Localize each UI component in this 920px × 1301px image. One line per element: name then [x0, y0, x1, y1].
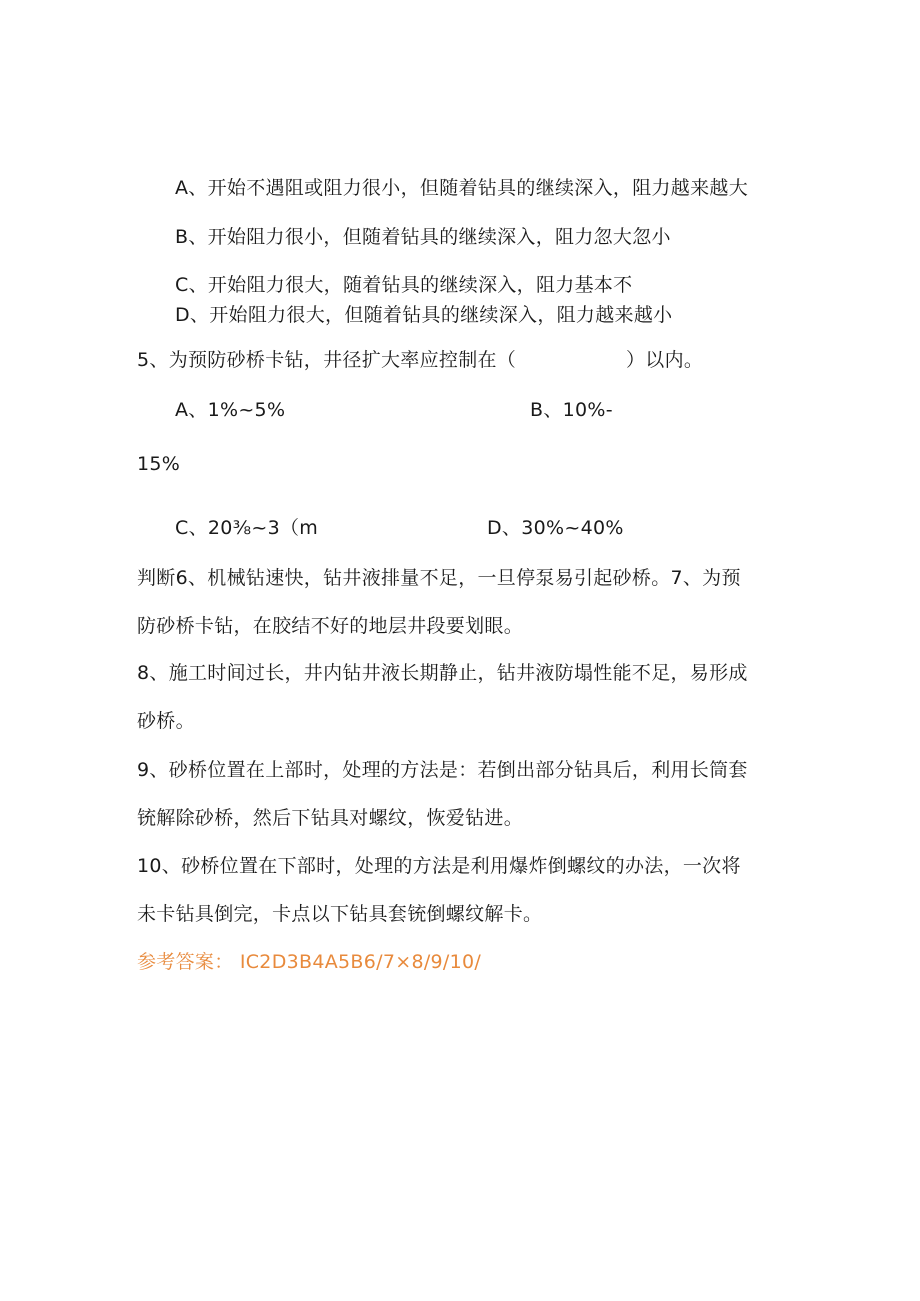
- q5-stem-right: ）以内。: [626, 349, 704, 371]
- q5-stem-left: 5、为预防砂桥卡钻，井径扩大率应控制在（: [137, 349, 517, 371]
- q5-option-a: A、1%~5%: [175, 399, 286, 421]
- q5-option-b-continued: 15%: [137, 453, 181, 475]
- question-10-line-2: 未卡钻具倒完，卡点以下钻具套铳倒螺纹解卡。: [137, 903, 543, 925]
- question-8-line-1: 8、施工时间过长，井内钻井液长期静止，钻井液防塌性能不足，易形成: [137, 662, 748, 684]
- q4-option-a: A、开始不遇阻或阻力很小，但随着钻具的继续深入，阻力越来越大: [175, 177, 748, 199]
- q4-option-b: B、开始阻力很小，但随着钻具的继续深入，阻力忽大忽小: [175, 226, 671, 248]
- answer-key: 参考答案： IC2D3B4A5B6/7×8/9/10/: [137, 951, 482, 973]
- q5-option-d: D、30%~40%: [487, 517, 624, 539]
- q5-option-c: C、20⅜~3（m: [175, 517, 319, 539]
- question-9-line-2: 铳解除砂桥，然后下钻具对螺纹，恢爱钻进。: [137, 807, 524, 829]
- question-8-line-2: 砂桥。: [137, 710, 195, 732]
- q4-option-d: D、开始阻力很大，但随着钻具的继续深入，阻力越来越小: [175, 304, 673, 326]
- question-10-line-1: 10、砂桥位置在下部时，处理的方法是利用爆炸倒螺纹的办法，一次将: [137, 855, 741, 877]
- judgement-line-2: 防砂桥卡钻，在胶结不好的地层井段要划眼。: [137, 615, 524, 637]
- question-9-line-1: 9、砂桥位置在上部时，处理的方法是：若倒出部分钻具后，利用长筒套: [137, 759, 748, 781]
- judgement-line-1: 判断6、机械钻速快，钻井液排量不足，一旦停泵易引起砂桥。7、为预: [137, 567, 741, 589]
- q4-option-c: C、开始阻力很大，随着钻具的继续深入，阻力基本不: [175, 274, 633, 296]
- q5-option-b: B、10%-: [530, 399, 613, 421]
